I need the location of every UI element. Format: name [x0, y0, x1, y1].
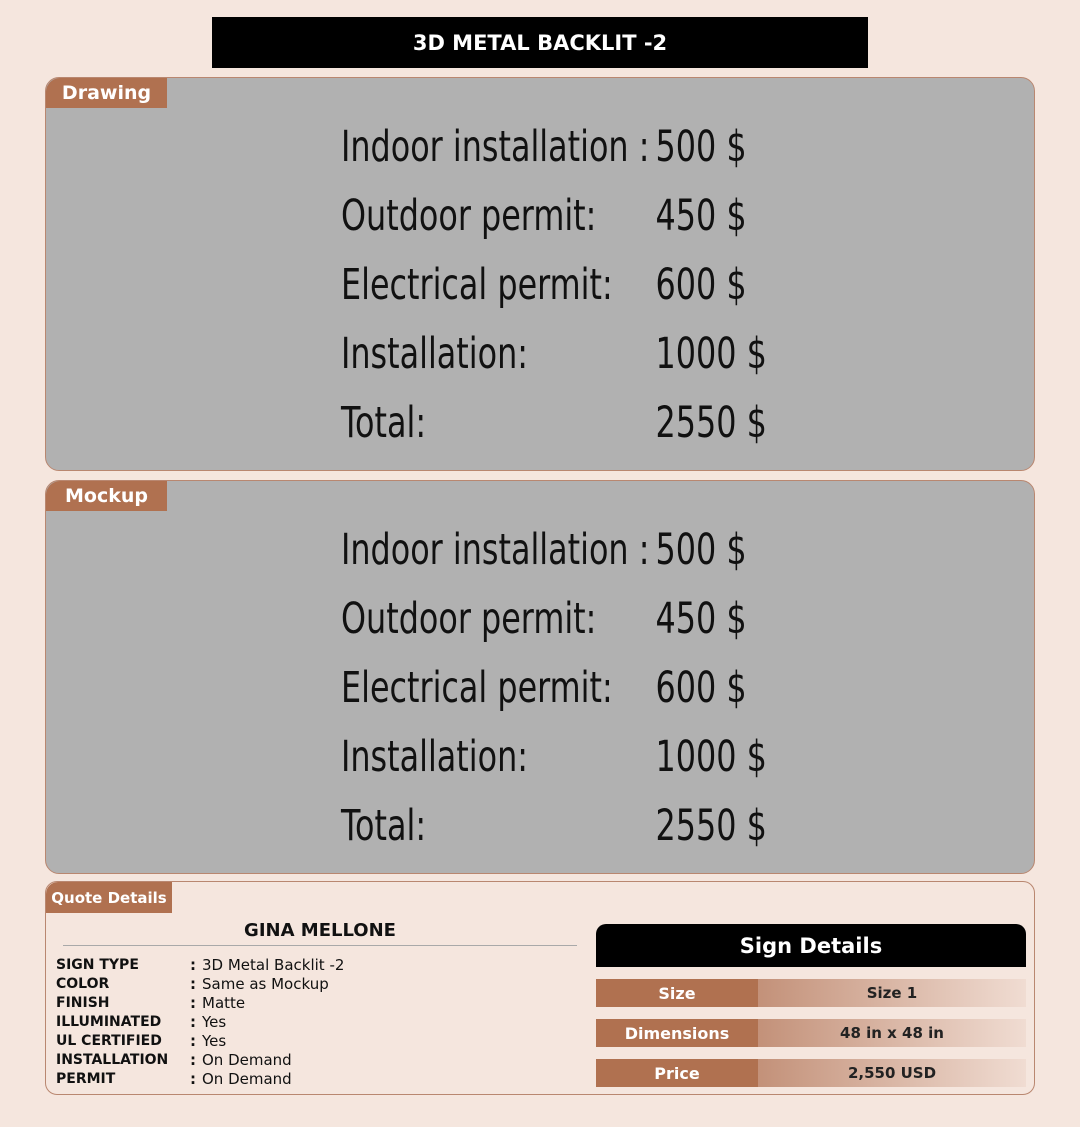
price-label: Indoor installation :: [341, 121, 650, 172]
price-value: 2550 $: [655, 800, 767, 851]
spec-row: [56, 1050, 344, 1069]
price-label: Electrical permit:: [341, 662, 613, 713]
spec-value: On Demand: [202, 1050, 292, 1069]
spec-colon: :: [190, 974, 196, 993]
price-label: Outdoor permit:: [341, 190, 597, 241]
price-label: Installation:: [341, 328, 528, 379]
price-label: Installation:: [341, 731, 528, 782]
spec-key: ILLUMINATED: [56, 1013, 162, 1030]
spec-key: FINISH: [56, 994, 110, 1011]
spec-row: [56, 1069, 344, 1088]
spec-colon: :: [190, 993, 196, 1012]
spec-row: [56, 1012, 344, 1031]
spec-value: Matte: [202, 993, 246, 1012]
spec-key: UL CERTIFIED: [56, 1032, 162, 1049]
price-row: [341, 653, 767, 722]
sign-detail-row: [596, 1059, 1026, 1087]
price-label: Outdoor permit:: [341, 593, 597, 644]
price-label: Electrical permit:: [341, 259, 613, 310]
spec-colon: :: [190, 1069, 196, 1088]
sign-detail-row: [596, 1019, 1026, 1047]
price-row-total: [341, 791, 767, 860]
spec-colon: :: [190, 1031, 196, 1050]
page-title: 3D METAL BACKLIT -2: [212, 17, 868, 68]
spec-value: 3D Metal Backlit -2: [202, 955, 345, 974]
price-row: [341, 584, 767, 653]
sign-details-title: Sign Details: [596, 924, 1026, 967]
sign-detail-value: 48 in x 48 in: [758, 1019, 1026, 1047]
spec-colon: :: [190, 1050, 196, 1069]
spec-key: PERMIT: [56, 1070, 116, 1087]
price-row-total: [341, 388, 767, 457]
drawing-price-list: [341, 112, 916, 457]
spec-colon: :: [190, 955, 196, 974]
price-value: 600 $: [655, 662, 747, 713]
price-row: [341, 250, 767, 319]
spec-colon: :: [190, 1012, 196, 1031]
quote-details-panel: [45, 881, 1035, 1095]
mockup-tab[interactable]: Mockup: [46, 481, 167, 511]
sign-detail-key: Price: [596, 1059, 758, 1087]
price-value: 450 $: [655, 190, 747, 241]
spec-key: SIGN TYPE: [56, 956, 139, 973]
sign-detail-row: [596, 979, 1026, 1007]
sign-detail-value: Size 1: [758, 979, 1026, 1007]
spec-value: Yes: [202, 1031, 227, 1050]
sign-details-card: [596, 924, 1026, 1087]
price-value: 500 $: [655, 121, 747, 172]
spec-row: [56, 993, 344, 1012]
customer-name: GINA MELLONE: [63, 920, 577, 946]
spec-row: [56, 955, 344, 974]
price-value: 600 $: [655, 259, 747, 310]
quote-details-tab[interactable]: Quote Details: [46, 882, 172, 913]
price-value: 2550 $: [655, 397, 767, 448]
price-label: Total:: [341, 800, 427, 851]
spec-key: INSTALLATION: [56, 1051, 169, 1068]
spec-key: COLOR: [56, 975, 110, 992]
price-row: [341, 319, 767, 388]
price-value: 1000 $: [655, 328, 767, 379]
spec-value: Yes: [202, 1012, 227, 1031]
price-row: [341, 515, 767, 584]
price-value: 500 $: [655, 524, 747, 575]
drawing-tab[interactable]: Drawing: [46, 78, 167, 108]
price-row: [341, 181, 767, 250]
spec-row: [56, 1031, 344, 1050]
price-row: [341, 112, 767, 181]
sign-detail-key: Size: [596, 979, 758, 1007]
mockup-price-list: [341, 515, 916, 860]
spec-row: [56, 974, 344, 993]
spec-list: [56, 955, 344, 1088]
spec-value: On Demand: [202, 1069, 292, 1088]
price-value: 450 $: [655, 593, 747, 644]
drawing-panel: [45, 77, 1035, 471]
sign-detail-value: 2,550 USD: [758, 1059, 1026, 1087]
spec-value: Same as Mockup: [202, 974, 329, 993]
mockup-panel: [45, 480, 1035, 874]
price-label: Indoor installation :: [341, 524, 650, 575]
price-label: Total:: [341, 397, 427, 448]
price-row: [341, 722, 767, 791]
sign-detail-key: Dimensions: [596, 1019, 758, 1047]
price-value: 1000 $: [655, 731, 767, 782]
